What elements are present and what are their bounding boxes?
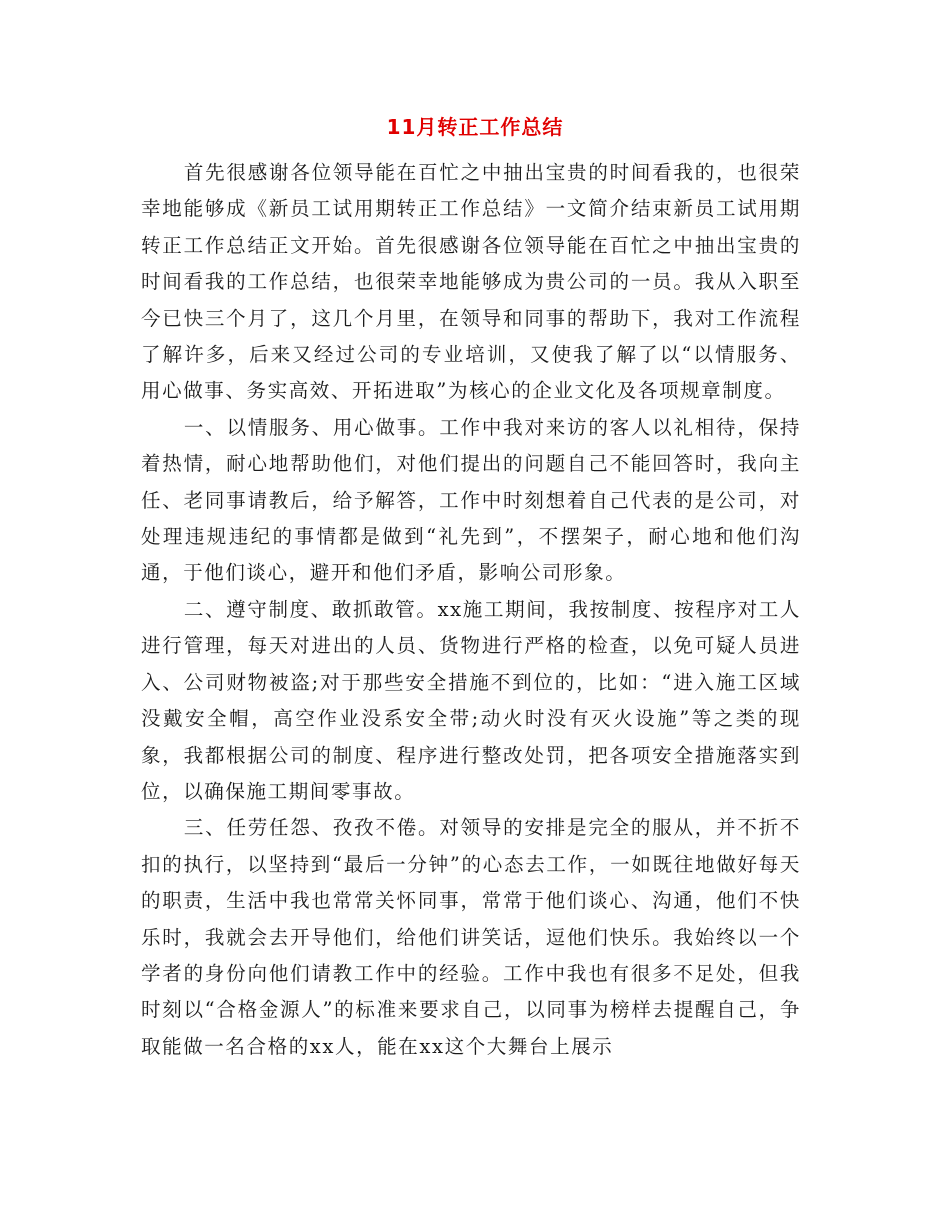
document-body: [141, 155, 801, 1065]
paragraph-intro: 首先很感谢各位领导能在百忙之中抽出宝贵的时间看我的，也很荣幸地能够成《新员工试用期转正工作总结》一文简介结束新员工试用期转正工作总结正文开始。首先很感谢各位领导能在百忙之中抽出宝贵的时间看我的工作总结，也很荣幸地能够成为贵公司的一员。我从入职至今已快三个月了，这几个月里，在领导和同事的帮助下，我对工作流程了解许多，后来又经过公司的专业培训，又使我了解了以“以情服务、用心做事、务实高效、开拓进取”为核心的企业文化及各项规章制度。: [141, 161, 801, 403]
document-title: 11月转正工作总结: [386, 115, 564, 139]
paragraph-section-3: 三、任劳任怨、孜孜不倦。对领导的安排是完全的服从，并不折不扣的执行，以坚持到“最后一分钟”的心态去工作，一如既往地做好每天的职责，生活中我也常常关怀同事，常常于他们谈心、沟通，他们不快乐时，我就会去开导他们，给他们讲笑话，逗他们快乐。我始终以一个学者的身份向他们请教工作中的经验。工作中我也有很多不足处，但我时刻以“合格金源人”的标准来要求自己，以同事为榜样去提醒自己，争取能做一名合格的xx人，能在xx这个大舞台上展示: [141, 816, 801, 1058]
paragraph-section-1: 一、以情服务、用心做事。工作中我对来访的客人以礼相待，保持着热情，耐心地帮助他们，对他们提出的问题自己不能回答时，我向主任、老同事请教后，给予解答，工作中时刻想着自己代表的是公司，对处理违规违纪的事情都是做到“礼先到”，不摆架子，耐心地和他们沟通，于他们谈心，避开和他们矛盾，影响公司形象。: [141, 415, 801, 585]
paragraph-section-2: 二、遵守制度、敢抓敢管。xx施工期间，我按制度、按程序对工人进行管理，每天对进出的人员、货物进行严格的检查，以免可疑人员进入、公司财物被盗;对于那些安全措施不到位的，比如：“进入施工区域没戴安全帽，高空作业没系安全带;动火时没有灭火设施”等之类的现象，我都根据公司的制度、程序进行整改处罚，把各项安全措施落实到位，以确保施工期间零事故。: [141, 597, 801, 803]
